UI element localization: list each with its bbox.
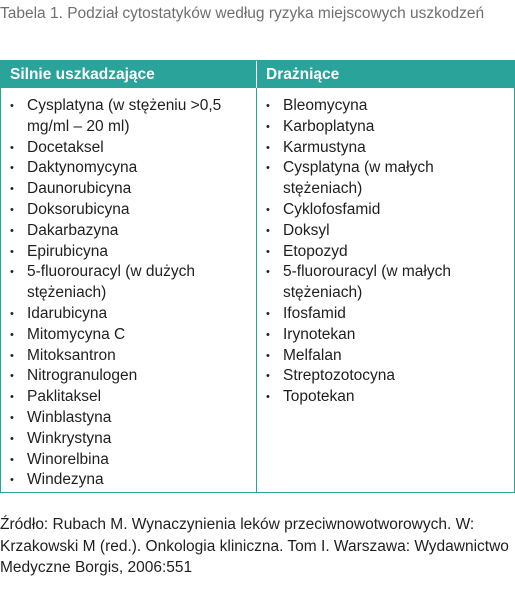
drug-name: Paklitaksel bbox=[27, 388, 102, 406]
list-item bbox=[1, 450, 256, 471]
drug-name: Epirubicyna bbox=[27, 242, 108, 260]
irritant-list bbox=[257, 96, 514, 408]
list-item bbox=[257, 221, 514, 242]
list-item bbox=[257, 262, 514, 304]
list-item bbox=[257, 96, 514, 117]
bullet-icon: • bbox=[266, 203, 270, 216]
list-item bbox=[1, 429, 256, 450]
drug-name: Doksorubicyna bbox=[27, 200, 130, 218]
list-item bbox=[257, 200, 514, 221]
drug-name: Cyklofosfamid bbox=[283, 200, 381, 218]
table-header-row bbox=[1, 61, 514, 88]
bullet-icon: • bbox=[10, 391, 14, 404]
drug-name: Winblastyna bbox=[27, 408, 112, 426]
drug-name: Winkrystyna bbox=[27, 429, 112, 447]
list-item bbox=[1, 158, 256, 179]
bullet-icon: • bbox=[266, 266, 270, 279]
strongly-damaging-column bbox=[1, 88, 257, 492]
list-item bbox=[257, 242, 514, 263]
drug-name: Nitrogranulogen bbox=[27, 367, 138, 385]
source-note: Źródło: Rubach M. Wynaczynienia leków przeciwnowotworowych. W: Krzakowski M (red.). Onkologia kliniczna. Tom I. Warszawa: Wydawnictwo Medyczne Borgis, 2006:551 bbox=[0, 516, 509, 576]
bullet-icon: • bbox=[10, 162, 14, 175]
drug-name: Etopozyd bbox=[283, 242, 348, 260]
drug-name: Daktynomycyna bbox=[27, 159, 138, 177]
strongly-damaging-list bbox=[1, 96, 256, 491]
bullet-icon: • bbox=[266, 370, 270, 383]
bullet-icon: • bbox=[266, 224, 270, 237]
list-item bbox=[257, 158, 514, 200]
list-item bbox=[257, 366, 514, 387]
drug-name: Doksyl bbox=[283, 221, 330, 239]
bullet-icon: • bbox=[10, 432, 14, 445]
bullet-icon: • bbox=[266, 162, 270, 175]
drug-name: Windezyna bbox=[27, 471, 104, 489]
bullet-icon: • bbox=[266, 245, 270, 258]
drug-name: Topotekan bbox=[283, 388, 355, 406]
drug-name: Cysplatyna (w małych stężeniach) bbox=[283, 159, 434, 198]
list-item bbox=[257, 304, 514, 325]
drug-name: Bleomycyna bbox=[283, 97, 368, 114]
bullet-icon: • bbox=[266, 307, 270, 320]
bullet-icon: • bbox=[10, 141, 14, 154]
bullet-icon: • bbox=[266, 349, 270, 362]
drug-name: Winorelbina bbox=[27, 450, 109, 468]
drug-name: Docetaksel bbox=[27, 138, 104, 156]
drug-name: Irynotekan bbox=[283, 325, 356, 343]
bullet-icon: • bbox=[10, 183, 14, 196]
list-item bbox=[1, 408, 256, 429]
list-item bbox=[1, 346, 256, 367]
list-item bbox=[1, 242, 256, 263]
list-item bbox=[1, 470, 256, 491]
list-item bbox=[257, 138, 514, 159]
list-item bbox=[1, 325, 256, 346]
drug-name: Melfalan bbox=[283, 346, 342, 364]
bullet-icon: • bbox=[10, 100, 14, 112]
drug-name: Dakarbazyna bbox=[27, 221, 119, 239]
bullet-icon: • bbox=[10, 349, 14, 362]
list-item bbox=[1, 179, 256, 200]
bullet-icon: • bbox=[266, 141, 270, 154]
bullet-icon: • bbox=[10, 370, 14, 383]
bullet-icon: • bbox=[10, 453, 14, 466]
bullet-icon: • bbox=[266, 328, 270, 341]
irritant-column bbox=[257, 88, 514, 492]
bullet-icon: • bbox=[10, 203, 14, 216]
list-item bbox=[257, 117, 514, 138]
list-item bbox=[1, 96, 256, 138]
list-item bbox=[1, 221, 256, 242]
cytostatics-table bbox=[0, 60, 515, 493]
list-item bbox=[1, 304, 256, 325]
drug-name: Streptozotocyna bbox=[283, 367, 396, 385]
drug-name: Cysplatyna (w stężeniu >0,5 mg/ml – 20 ml) bbox=[27, 97, 222, 135]
bullet-icon: • bbox=[10, 307, 14, 320]
table-body-row bbox=[1, 88, 514, 492]
bullet-icon: • bbox=[266, 100, 270, 112]
bullet-icon: • bbox=[266, 120, 270, 133]
drug-name: Karboplatyna bbox=[283, 117, 375, 135]
bullet-icon: • bbox=[10, 245, 14, 258]
list-item bbox=[1, 366, 256, 387]
drug-name: Karmustyna bbox=[283, 138, 366, 156]
header-strongly-damaging: Silnie uszkadzające bbox=[1, 61, 257, 88]
bullet-icon: • bbox=[10, 224, 14, 237]
list-item bbox=[257, 387, 514, 408]
drug-name: Idarubicyna bbox=[27, 304, 108, 322]
list-item bbox=[1, 138, 256, 159]
bullet-icon: • bbox=[266, 391, 270, 404]
bullet-icon: • bbox=[10, 474, 14, 487]
drug-name: 5-fluorouracyl (w dużych stężeniach) bbox=[27, 263, 195, 302]
table-caption: Tabela 1. Podział cytostatyków według ryzyka miejscowych uszkodzeń bbox=[0, 5, 485, 22]
drug-name: Ifosfamid bbox=[283, 304, 346, 322]
list-item bbox=[1, 387, 256, 408]
drug-name: Mitomycyna C bbox=[27, 325, 126, 343]
bullet-icon: • bbox=[10, 266, 14, 279]
drug-name: Mitoksantron bbox=[27, 346, 116, 364]
list-item bbox=[257, 325, 514, 346]
drug-name: 5-fluorouracyl (w małych stężeniach) bbox=[283, 263, 451, 302]
list-item bbox=[1, 200, 256, 221]
list-item bbox=[257, 346, 514, 367]
bullet-icon: • bbox=[10, 328, 14, 341]
bullet-icon: • bbox=[10, 411, 14, 424]
list-item bbox=[1, 262, 256, 304]
header-irritant: Drażniące bbox=[266, 66, 340, 83]
drug-name: Daunorubicyna bbox=[27, 180, 132, 198]
